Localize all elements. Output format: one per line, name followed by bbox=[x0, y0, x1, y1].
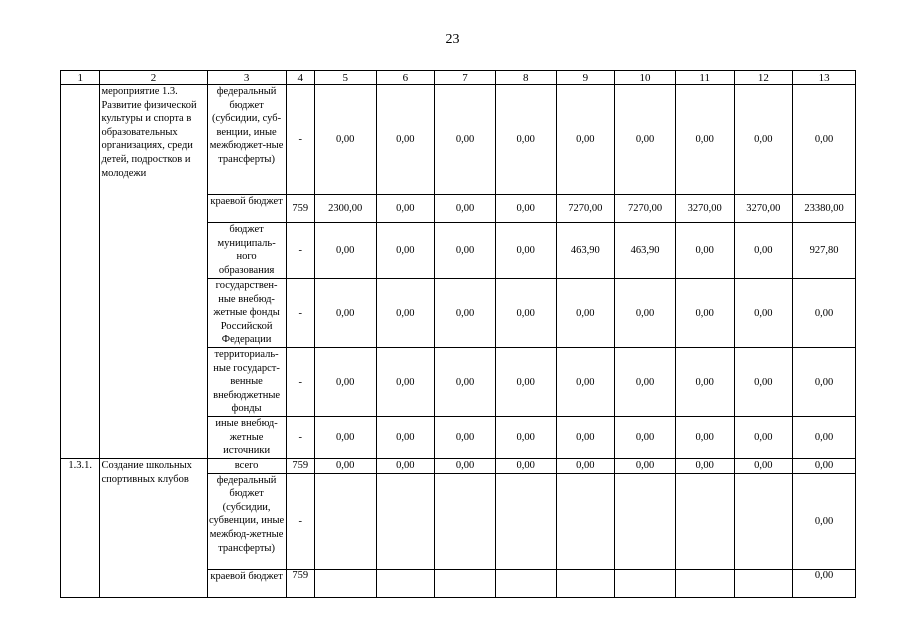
page-number: 23 bbox=[445, 32, 460, 47]
value-cell: 0,00 bbox=[675, 223, 734, 279]
value-cell: 0,00 bbox=[435, 85, 496, 195]
value-cell: 0,00 bbox=[314, 417, 376, 459]
value-cell: 0,00 bbox=[556, 417, 615, 459]
value-cell: 0,00 bbox=[734, 223, 793, 279]
item-name: мероприятие 1.3. Развитие физической культуры и спорта в образовательных организациях, среди детей, подростков и молодежи bbox=[100, 85, 207, 459]
value-cell: 23380,00 bbox=[793, 195, 856, 223]
value-cell: 463,90 bbox=[556, 223, 615, 279]
item-name: Создание школьных спортивных клубов bbox=[100, 459, 207, 598]
value-cell: 7270,00 bbox=[615, 195, 676, 223]
value-cell: 0,00 bbox=[793, 348, 856, 417]
value-cell: 0,00 bbox=[615, 459, 676, 474]
value-cell bbox=[675, 569, 734, 597]
value-cell bbox=[435, 569, 496, 597]
value-cell: 0,00 bbox=[615, 279, 676, 348]
value-cell: 0,00 bbox=[495, 223, 556, 279]
value-cell: 7270,00 bbox=[556, 195, 615, 223]
column-header: 12 bbox=[734, 71, 793, 85]
funding-source: бюджет муниципаль-ного образования bbox=[207, 223, 286, 279]
value-cell: 0,00 bbox=[675, 85, 734, 195]
value-cell bbox=[435, 473, 496, 569]
value-cell: 0,00 bbox=[675, 417, 734, 459]
cell-col4: 759 bbox=[286, 569, 314, 597]
column-header: 4 bbox=[286, 71, 314, 85]
column-header: 6 bbox=[376, 71, 435, 85]
value-cell: 0,00 bbox=[495, 279, 556, 348]
column-header: 7 bbox=[435, 71, 496, 85]
column-header: 8 bbox=[495, 71, 556, 85]
value-cell: 0,00 bbox=[376, 195, 435, 223]
column-header: 1 bbox=[61, 71, 100, 85]
column-header: 3 bbox=[207, 71, 286, 85]
item-code bbox=[61, 85, 100, 459]
value-cell: 0,00 bbox=[495, 459, 556, 474]
value-cell: 0,00 bbox=[435, 348, 496, 417]
value-cell bbox=[734, 473, 793, 569]
value-cell: 0,00 bbox=[495, 85, 556, 195]
cell-col4: - bbox=[286, 348, 314, 417]
value-cell bbox=[376, 569, 435, 597]
cell-col4: 759 bbox=[286, 195, 314, 223]
cell-col4: - bbox=[286, 223, 314, 279]
value-cell: 0,00 bbox=[314, 279, 376, 348]
value-cell: 0,00 bbox=[314, 348, 376, 417]
column-header: 11 bbox=[675, 71, 734, 85]
value-cell bbox=[556, 569, 615, 597]
value-cell bbox=[675, 473, 734, 569]
value-cell: 0,00 bbox=[495, 195, 556, 223]
value-cell: 0,00 bbox=[314, 459, 376, 474]
cell-col4: - bbox=[286, 85, 314, 195]
value-cell: 0,00 bbox=[314, 85, 376, 195]
funding-source: иные внебюд-жетные источники bbox=[207, 417, 286, 459]
value-cell: 0,00 bbox=[793, 459, 856, 474]
value-cell: 0,00 bbox=[435, 459, 496, 474]
value-cell: 0,00 bbox=[734, 279, 793, 348]
value-cell: 0,00 bbox=[675, 279, 734, 348]
value-cell bbox=[314, 569, 376, 597]
table-row bbox=[61, 85, 856, 195]
value-cell bbox=[615, 569, 676, 597]
column-header: 5 bbox=[314, 71, 376, 85]
value-cell: 0,00 bbox=[556, 85, 615, 195]
value-cell: 0,00 bbox=[793, 279, 856, 348]
value-cell: 0,00 bbox=[556, 279, 615, 348]
value-cell: 0,00 bbox=[435, 223, 496, 279]
value-cell bbox=[495, 569, 556, 597]
header-row bbox=[61, 71, 856, 85]
column-header: 10 bbox=[615, 71, 676, 85]
value-cell bbox=[556, 473, 615, 569]
funding-source: краевой бюджет bbox=[207, 195, 286, 223]
value-cell: 0,00 bbox=[376, 223, 435, 279]
cell-col4: 759 bbox=[286, 459, 314, 474]
value-cell: 0,00 bbox=[615, 348, 676, 417]
value-cell: 927,80 bbox=[793, 223, 856, 279]
column-header: 2 bbox=[100, 71, 207, 85]
funding-source: федеральный бюджет (субсидии, суб-венции, иные межбюджет-ные трансферты) bbox=[207, 85, 286, 195]
value-cell: 0,00 bbox=[495, 348, 556, 417]
value-cell: 0,00 bbox=[435, 279, 496, 348]
value-cell: 0,00 bbox=[793, 417, 856, 459]
value-cell bbox=[314, 473, 376, 569]
value-cell: 0,00 bbox=[376, 459, 435, 474]
value-cell: 0,00 bbox=[734, 459, 793, 474]
column-header: 9 bbox=[556, 71, 615, 85]
cell-col4: - bbox=[286, 473, 314, 569]
table-row bbox=[61, 459, 856, 474]
value-cell: 0,00 bbox=[675, 459, 734, 474]
funding-source: краевой бюджет bbox=[207, 569, 286, 597]
value-cell bbox=[376, 473, 435, 569]
cell-col4: - bbox=[286, 279, 314, 348]
value-cell: 0,00 bbox=[376, 417, 435, 459]
budget-table bbox=[60, 70, 856, 598]
value-cell: 0,00 bbox=[793, 569, 856, 597]
cell-col4: - bbox=[286, 417, 314, 459]
value-cell bbox=[495, 473, 556, 569]
value-cell: 0,00 bbox=[675, 348, 734, 417]
value-cell: 0,00 bbox=[314, 223, 376, 279]
value-cell: 0,00 bbox=[376, 348, 435, 417]
value-cell: 0,00 bbox=[435, 417, 496, 459]
funding-source: государствен-ные внебюд-жетные фонды Российской Федерации bbox=[207, 279, 286, 348]
value-cell: 0,00 bbox=[556, 459, 615, 474]
value-cell: 0,00 bbox=[435, 195, 496, 223]
value-cell: 0,00 bbox=[734, 417, 793, 459]
value-cell: 0,00 bbox=[793, 473, 856, 569]
value-cell: 0,00 bbox=[615, 417, 676, 459]
funding-source: всего bbox=[207, 459, 286, 474]
funding-source: территориаль-ные государст-венные внебюджетные фонды bbox=[207, 348, 286, 417]
funding-source: федеральный бюджет (субсидии, субвенции, иные межбюд-жетные трансферты) bbox=[207, 473, 286, 569]
value-cell: 0,00 bbox=[734, 348, 793, 417]
value-cell bbox=[734, 569, 793, 597]
value-cell: 0,00 bbox=[376, 279, 435, 348]
value-cell bbox=[615, 473, 676, 569]
value-cell: 0,00 bbox=[734, 85, 793, 195]
value-cell: 0,00 bbox=[556, 348, 615, 417]
value-cell: 0,00 bbox=[376, 85, 435, 195]
column-header: 13 bbox=[793, 71, 856, 85]
value-cell: 0,00 bbox=[615, 85, 676, 195]
value-cell: 2300,00 bbox=[314, 195, 376, 223]
value-cell: 0,00 bbox=[793, 85, 856, 195]
value-cell: 463,90 bbox=[615, 223, 676, 279]
value-cell: 3270,00 bbox=[734, 195, 793, 223]
item-code: 1.3.1. bbox=[61, 459, 100, 598]
value-cell: 0,00 bbox=[495, 417, 556, 459]
value-cell: 3270,00 bbox=[675, 195, 734, 223]
